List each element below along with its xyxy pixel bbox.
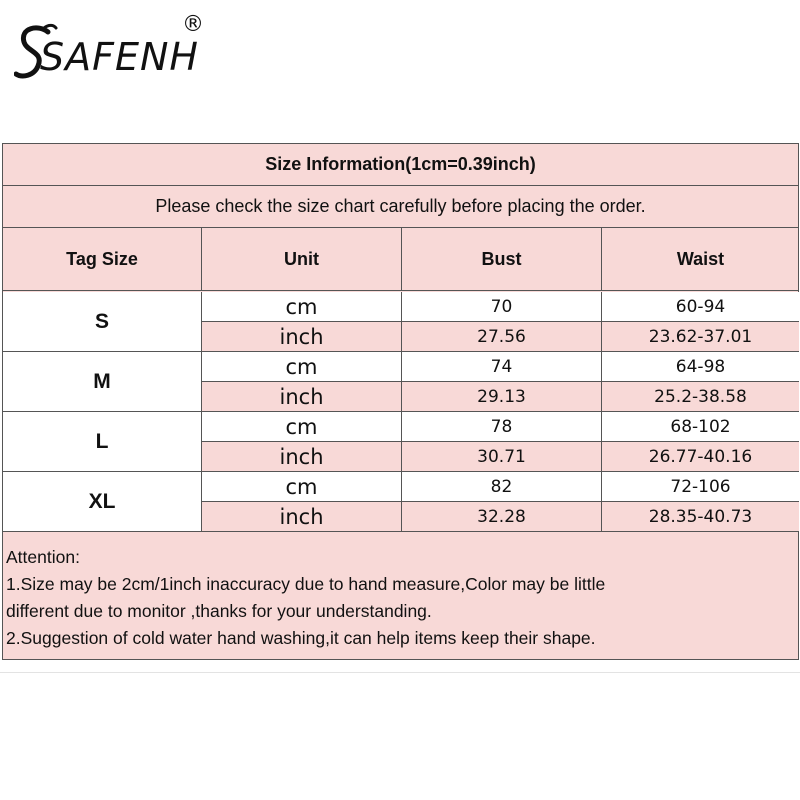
table-notice: Please check the size chart carefully before placing the order. [3, 186, 798, 228]
size-row-s [3, 292, 798, 352]
size-row-l [3, 412, 798, 472]
unit-cell: cm [202, 292, 402, 321]
unit-cell: cm [202, 472, 402, 501]
inch-row [202, 502, 799, 531]
unit-cell: inch [202, 502, 402, 531]
waist-cell: 60-94 [675, 296, 726, 317]
bust-cell: 29.13 [402, 382, 602, 411]
size-row-m [3, 352, 798, 412]
tag-size-cell: M [3, 352, 202, 411]
waist-cell: 25.2-38.58 [654, 386, 747, 407]
table-title: Size Information(1cm=0.39inch) [3, 144, 798, 186]
attention-note [3, 532, 798, 659]
bust-cell: 78 [402, 412, 602, 441]
bust-cell: 27.56 [402, 322, 602, 351]
tag-size-cell: S [3, 292, 202, 351]
tag-size-cell: L [3, 412, 202, 471]
header-tag-size: Tag Size [3, 228, 202, 290]
waist-cell: 28.35-40.73 [648, 506, 753, 527]
attention-line: different due to monitor ,thanks for your understanding. [6, 601, 432, 621]
attention-line: 2.Suggestion of cold water hand washing,it can help items keep their shape. [6, 628, 596, 648]
bust-cell: 82 [402, 472, 602, 501]
bust-cell: 30.71 [402, 442, 602, 471]
bust-cell: 32.28 [402, 502, 602, 531]
brand-logo [14, 12, 204, 78]
waist-cell: 68-102 [670, 416, 731, 437]
unit-cell: inch [202, 382, 402, 411]
size-row-xl [3, 472, 798, 532]
attention-line: 1.Size may be 2cm/1inch inaccuracy due to hand measure,Color may be little [6, 574, 606, 594]
inch-row [202, 442, 799, 471]
table-header-row [3, 228, 798, 291]
bust-cell: 70 [402, 292, 602, 321]
inch-row [202, 322, 799, 351]
waist-cell: 26.77-40.16 [648, 446, 753, 467]
bust-cell: 74 [402, 352, 602, 381]
unit-cell: cm [202, 412, 402, 441]
waist-cell: 64-98 [675, 356, 726, 377]
cm-row [202, 352, 799, 382]
cm-row [202, 412, 799, 442]
header-waist: Waist [676, 248, 725, 269]
registered-trademark-icon: ® [182, 12, 204, 37]
unit-cell: cm [202, 352, 402, 381]
size-chart-table [2, 143, 799, 660]
tag-size-cell: XL [3, 472, 202, 531]
header-bust: Bust [402, 228, 602, 290]
waist-cell: 23.62-37.01 [648, 326, 753, 347]
cm-row [202, 472, 799, 502]
waist-cell: 72-106 [670, 476, 731, 497]
brand-wordmark: SAFENH [40, 35, 199, 79]
cm-row [202, 292, 799, 322]
unit-cell: inch [202, 322, 402, 351]
divider [0, 672, 800, 673]
attention-heading: Attention: [6, 547, 80, 567]
header-unit: Unit [202, 228, 402, 290]
unit-cell: inch [202, 442, 402, 471]
inch-row [202, 382, 799, 411]
